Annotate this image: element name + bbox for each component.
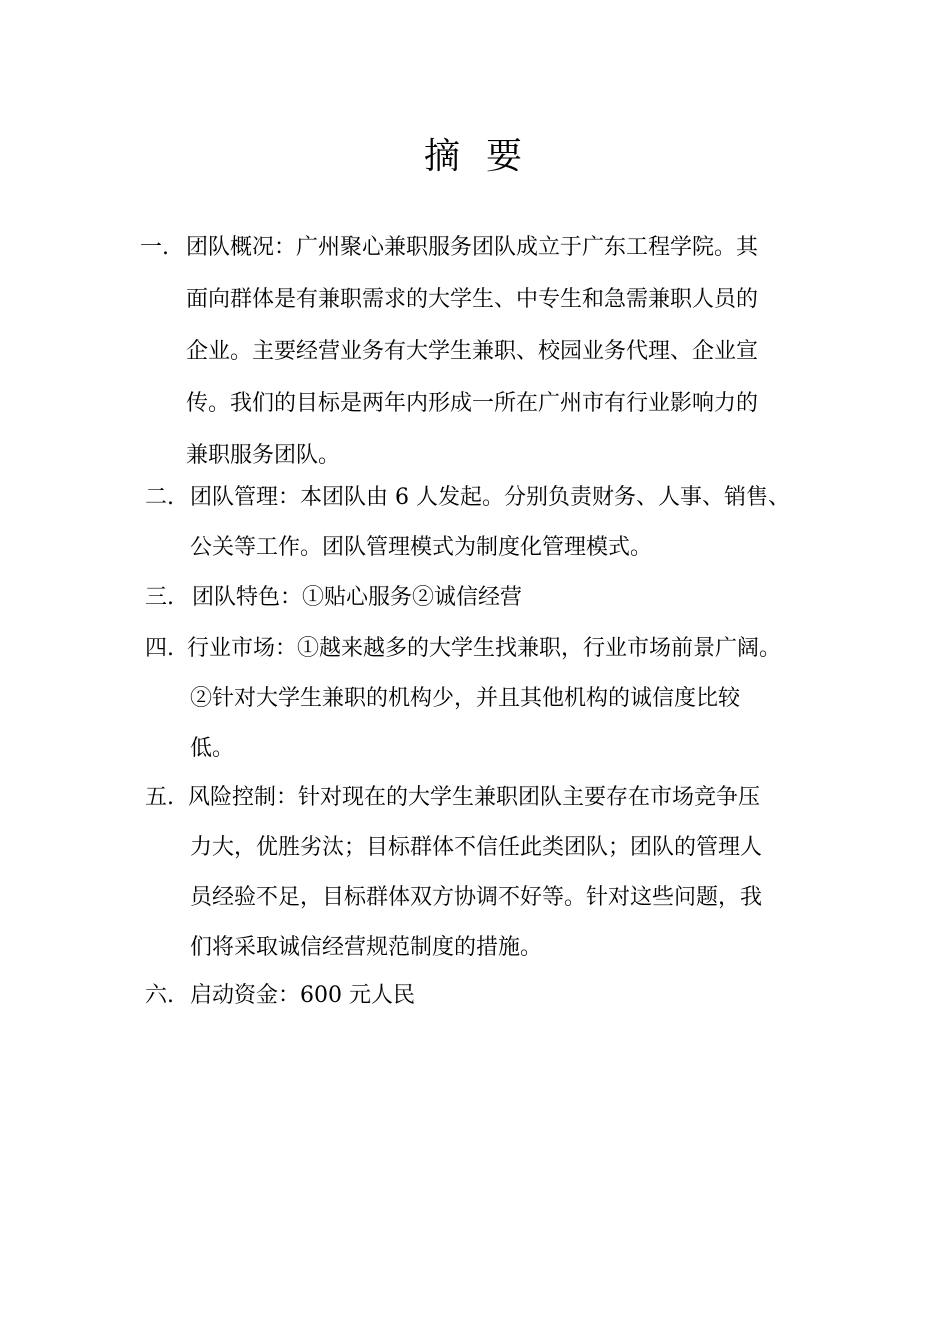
section-text-line: 传。我们的目标是两年内形成一所在广州市有行业影响力的 (186, 391, 759, 416)
section-text-line: 行业市场：①越来越多的大学生找兼职，行业市场前景广阔。 (187, 636, 782, 661)
section-text-line: 低。 (190, 736, 235, 761)
section-text-line: 团队管理：本团队由 6 人发起。分别负责财务、人事、销售、 (190, 485, 790, 510)
page-title (0, 133, 950, 181)
section-number: 一. (140, 235, 169, 260)
section-number: 二. (145, 485, 174, 510)
section-text-line: 兼职服务团队。 (186, 443, 341, 468)
section-number: 三. (145, 585, 174, 610)
section-text-line: 团队特色：①贴心服务②诚信经营 (192, 585, 523, 610)
section-text-line: 风险控制：针对现在的大学生兼职团队主要存在市场竞争压 (188, 785, 761, 810)
section-text-line: 员经验不足，目标群体双方协调不好等。针对这些问题，我 (190, 885, 763, 910)
section-text-line: 公关等工作。团队管理模式为制度化管理模式。 (190, 535, 653, 560)
section-number: 四. (145, 636, 174, 661)
section-number: 五. (145, 785, 174, 810)
section-text-line: ②针对大学生兼职的机构少，并且其他机构的诚信度比较 (190, 686, 741, 711)
section-number: 六. (145, 983, 174, 1008)
section-text-line: 们将采取诚信经营规范制度的措施。 (190, 935, 543, 960)
section-text-line: 面向群体是有兼职需求的大学生、中专生和急需兼职人员的 (186, 287, 759, 312)
title-char-2: 要 (486, 136, 527, 177)
section-text-line: 企业。主要经营业务有大学生兼职、校园业务代理、企业宣 (186, 339, 759, 364)
title-char-1: 摘 (423, 136, 464, 177)
section-text-line: 力大，优胜劣汰；目标群体不信任此类团队；团队的管理人 (190, 835, 763, 860)
section-text-line: 启动资金：600 元人民 (190, 983, 415, 1008)
section-text-line: 团队概况：广州聚心兼职服务团队成立于广东工程学院。其 (186, 235, 759, 260)
